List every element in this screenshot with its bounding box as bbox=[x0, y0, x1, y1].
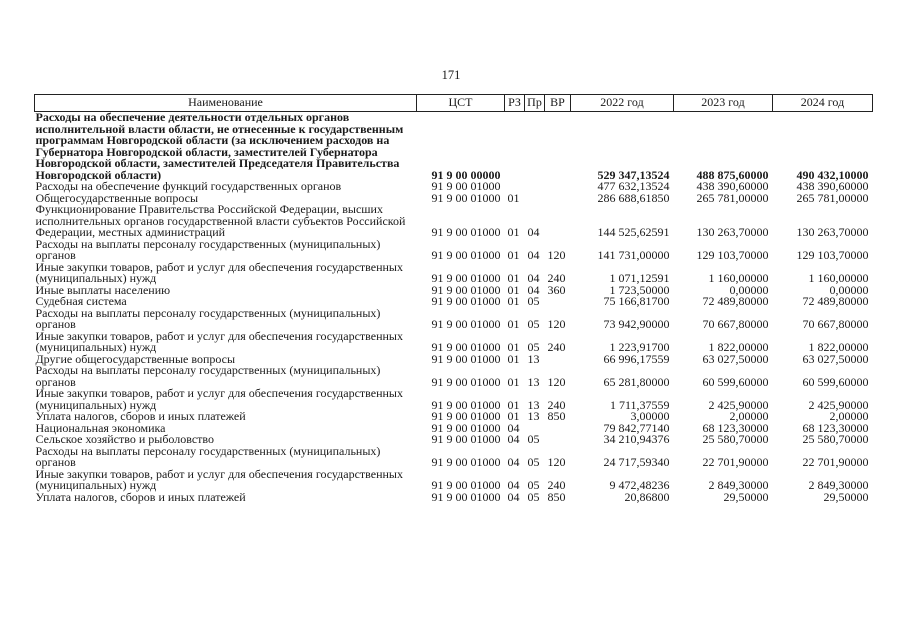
row-name: Иные закупки товаров, работ и услуг для обеспечения государственных (муниципальных) нужд bbox=[35, 386, 403, 412]
row-rz: 01 bbox=[507, 409, 520, 423]
row-rz: 04 bbox=[507, 478, 520, 492]
row-vr bbox=[545, 434, 571, 446]
row-pr: 05 bbox=[527, 340, 540, 354]
row-pr: 05 bbox=[527, 455, 540, 469]
row-value-2023: 22 701,90000 bbox=[702, 455, 769, 469]
row-value-2024: 265 781,00000 bbox=[796, 190, 869, 205]
table-row bbox=[35, 331, 873, 354]
row-vr: 120 bbox=[547, 317, 566, 331]
row-value-2024: 22 701,90000 bbox=[802, 455, 869, 469]
table-row bbox=[35, 446, 873, 469]
row-rz: 01 bbox=[507, 282, 520, 297]
row-pr: 05 bbox=[527, 432, 540, 446]
table-row bbox=[35, 112, 873, 182]
row-cst: 91 9 00 01000 bbox=[431, 351, 501, 366]
row-cst: 91 9 00 01000 bbox=[431, 271, 501, 285]
row-rz: 01 bbox=[507, 190, 520, 205]
row-pr bbox=[525, 181, 545, 193]
row-cst: 91 9 00 01000 bbox=[431, 317, 501, 331]
row-value-2022: 141 731,00000 bbox=[597, 248, 670, 262]
header-name: Наименование bbox=[35, 95, 417, 112]
row-value-2023: 2 425,90000 bbox=[708, 397, 769, 412]
row-value-2023: 60 599,60000 bbox=[702, 374, 769, 389]
row-name: Иные закупки товаров, работ и услуг для обеспечения государственных (муниципальных) нужд bbox=[35, 466, 403, 492]
header-vr: ВР bbox=[545, 95, 571, 112]
row-value-2023: 63 027,50000 bbox=[702, 351, 769, 366]
row-cst: 91 9 00 01000 bbox=[431, 489, 501, 504]
header-year-2024: 2024 год bbox=[773, 95, 873, 112]
row-vr bbox=[545, 112, 571, 182]
row-cst: 91 9 00 01000 bbox=[431, 409, 501, 423]
row-vr: 240 bbox=[547, 340, 566, 354]
row-vr: 850 bbox=[547, 409, 566, 423]
row-value-2022: 79 842,77140 bbox=[603, 420, 670, 435]
row-value-2022: 1 723,50000 bbox=[609, 282, 670, 297]
page-number: 171 bbox=[441, 68, 461, 82]
row-cst: 91 9 00 01000 bbox=[431, 340, 501, 354]
row-rz: 01 bbox=[507, 374, 520, 389]
row-value-2024: 1 160,00000 bbox=[808, 271, 869, 285]
row-vr: 120 bbox=[547, 455, 566, 469]
row-vr: 240 bbox=[547, 478, 566, 492]
row-value-2022: 1 223,91700 bbox=[609, 340, 670, 354]
row-value-2023: 72 489,80000 bbox=[702, 294, 769, 308]
row-value-2024: 2 849,30000 bbox=[808, 478, 869, 492]
row-value-2023: 68 123,30000 bbox=[702, 420, 769, 435]
row-value-2022: 1 071,12591 bbox=[609, 271, 670, 285]
row-pr: 13 bbox=[527, 409, 540, 423]
row-value-2023: 70 667,80000 bbox=[702, 317, 769, 331]
row-value-2022: 24 717,59340 bbox=[603, 455, 670, 469]
row-value-2024: 438 390,60000 bbox=[796, 179, 869, 193]
row-vr: 240 bbox=[547, 271, 566, 285]
table-row bbox=[35, 239, 873, 262]
row-name: Уплата налогов, сборов и иных платежей bbox=[35, 489, 246, 504]
row-name: Судебная система bbox=[35, 294, 127, 308]
header-year-2022: 2022 год bbox=[571, 95, 674, 112]
row-cst: 91 9 00 01000 bbox=[431, 397, 501, 412]
row-pr: 04 bbox=[527, 282, 540, 297]
row-cst: 91 9 00 01000 bbox=[431, 478, 501, 492]
row-value-2022: 34 210,94376 bbox=[603, 432, 670, 446]
row-name: Общегосударственные вопросы bbox=[35, 190, 199, 205]
row-value-2024: 29,50000 bbox=[823, 489, 869, 504]
row-cst: 91 9 00 01000 bbox=[431, 282, 501, 297]
row-pr: 05 bbox=[527, 478, 540, 492]
row-vr bbox=[545, 296, 571, 308]
row-name: Расходы на выплаты персоналу государственных (муниципальных) органов bbox=[35, 443, 381, 469]
row-cst: 91 9 00 01000 bbox=[431, 374, 501, 389]
row-rz: 01 bbox=[507, 317, 520, 331]
header-rz: РЗ bbox=[505, 95, 525, 112]
table-row bbox=[35, 308, 873, 331]
row-rz: 01 bbox=[507, 248, 520, 262]
row-pr: 13 bbox=[527, 397, 540, 412]
row-pr: 05 bbox=[527, 294, 540, 308]
row-rz: 04 bbox=[507, 420, 520, 435]
table-row bbox=[35, 388, 873, 411]
row-value-2023: 130 263,70000 bbox=[696, 225, 769, 239]
row-value-2022: 3,00000 bbox=[630, 409, 670, 423]
row-value-2024: 129 103,70000 bbox=[796, 248, 869, 262]
row-value-2024: 2 425,90000 bbox=[808, 397, 869, 412]
row-name: Расходы на обеспечение деятельности отдельных органов исполнительной власти области, не отнесенные к государственным программам Новгородской области (за исключением расходов на Губернатора Новгородской области, заместителей Губернатора Новгородской области, заместителей Председателя Правительства Новгородской области) bbox=[35, 110, 404, 182]
row-pr bbox=[525, 193, 545, 205]
row-name: Иные закупки товаров, работ и услуг для обеспечения государственных (муниципальных) нужд bbox=[35, 259, 403, 285]
row-value-2023: 25 580,70000 bbox=[702, 432, 769, 446]
row-value-2024: 63 027,50000 bbox=[802, 351, 869, 366]
row-value-2022: 286 688,61850 bbox=[597, 190, 670, 205]
header-row bbox=[35, 95, 873, 112]
row-rz: 04 bbox=[507, 455, 520, 469]
row-value-2024: 490 432,10000 bbox=[796, 167, 869, 182]
budget-table bbox=[34, 94, 873, 503]
row-pr: 04 bbox=[527, 225, 540, 239]
row-pr bbox=[525, 112, 545, 182]
row-cst: 91 9 00 01000 bbox=[431, 190, 501, 205]
row-cst: 91 9 00 01000 bbox=[431, 294, 501, 308]
row-vr bbox=[545, 193, 571, 205]
row-pr: 05 bbox=[527, 317, 540, 331]
row-value-2022: 477 632,13524 bbox=[597, 179, 670, 193]
row-vr: 360 bbox=[547, 282, 566, 297]
row-value-2024: 72 489,80000 bbox=[802, 294, 869, 308]
row-name: Расходы на выплаты персоналу государственных (муниципальных) органов bbox=[35, 236, 381, 262]
row-cst: 91 9 00 01000 bbox=[431, 420, 501, 435]
header-pr: Пр bbox=[525, 95, 545, 112]
row-value-2024: 70 667,80000 bbox=[802, 317, 869, 331]
row-name: Иные закупки товаров, работ и услуг для обеспечения государственных (муниципальных) нужд bbox=[35, 328, 403, 354]
row-value-2024: 68 123,30000 bbox=[802, 420, 869, 435]
row-value-2022: 9 472,48236 bbox=[609, 478, 670, 492]
row-rz: 01 bbox=[507, 351, 520, 366]
row-pr: 04 bbox=[527, 248, 540, 262]
table-row bbox=[35, 204, 873, 239]
row-rz: 04 bbox=[507, 432, 520, 446]
table-header bbox=[35, 95, 873, 112]
row-value-2022: 529 347,13524 bbox=[597, 167, 670, 182]
row-value-2024: 2,00000 bbox=[829, 409, 869, 423]
row-value-2023: 265 781,00000 bbox=[696, 190, 769, 205]
row-pr: 05 bbox=[527, 489, 540, 504]
row-value-2023: 29,50000 bbox=[723, 489, 769, 504]
row-pr: 13 bbox=[527, 374, 540, 389]
row-name: Другие общегосударственные вопросы bbox=[35, 351, 236, 366]
row-value-2023: 438 390,60000 bbox=[696, 179, 769, 193]
row-name: Уплата налогов, сборов и иных платежей bbox=[35, 409, 246, 423]
row-cst: 91 9 00 01000 bbox=[431, 248, 501, 262]
row-cst: 91 9 00 01000 bbox=[431, 432, 501, 446]
row-cst: 91 9 00 01000 bbox=[431, 225, 501, 239]
row-name: Функционирование Правительства Российской Федерации, высших исполнительных органов государственной власти субъектов Российской Федерации, местных администраций bbox=[35, 202, 406, 239]
row-name: Расходы на обеспечение функций государственных органов bbox=[35, 179, 342, 193]
row-rz: 04 bbox=[507, 489, 520, 504]
row-value-2024: 1 822,00000 bbox=[808, 340, 869, 354]
row-value-2024: 130 263,70000 bbox=[796, 225, 869, 239]
row-name: Расходы на выплаты персоналу государственных (муниципальных) органов bbox=[35, 363, 381, 389]
row-vr bbox=[545, 181, 571, 193]
row-pr: 13 bbox=[527, 351, 540, 366]
row-rz bbox=[505, 112, 525, 182]
row-vr: 240 bbox=[547, 397, 566, 412]
row-rz: 01 bbox=[507, 340, 520, 354]
header-year-2023: 2023 год bbox=[674, 95, 773, 112]
row-pr: 04 bbox=[527, 271, 540, 285]
row-value-2022: 1 711,37559 bbox=[609, 397, 670, 412]
row-cst: 91 9 00 01000 bbox=[431, 455, 501, 469]
row-name: Сельское хозяйство и рыболовство bbox=[35, 432, 215, 446]
row-value-2022: 73 942,90000 bbox=[603, 317, 670, 331]
row-rz: 01 bbox=[507, 271, 520, 285]
row-value-2024: 60 599,60000 bbox=[802, 374, 869, 389]
row-value-2024: 25 580,70000 bbox=[802, 432, 869, 446]
row-vr: 850 bbox=[547, 489, 566, 504]
row-vr bbox=[545, 423, 571, 435]
row-value-2023: 1 160,00000 bbox=[708, 271, 769, 285]
table-row bbox=[35, 262, 873, 285]
row-vr: 120 bbox=[547, 248, 566, 262]
row-cst: 91 9 00 01000 bbox=[431, 179, 501, 193]
row-value-2023: 2,00000 bbox=[729, 409, 769, 423]
table-row bbox=[35, 365, 873, 388]
row-name: Иные выплаты населению bbox=[35, 282, 171, 297]
row-name: Расходы на выплаты персоналу государственных (муниципальных) органов bbox=[35, 305, 381, 331]
row-value-2022: 66 996,17559 bbox=[603, 351, 670, 366]
row-value-2022: 65 281,80000 bbox=[603, 374, 670, 389]
table-row bbox=[35, 469, 873, 492]
row-value-2023: 1 822,00000 bbox=[708, 340, 769, 354]
row-value-2022: 20,86800 bbox=[624, 489, 670, 504]
row-value-2022: 75 166,81700 bbox=[603, 294, 670, 308]
table-row bbox=[35, 492, 873, 504]
row-value-2023: 129 103,70000 bbox=[696, 248, 769, 262]
row-cst: 91 9 00 00000 bbox=[431, 167, 501, 182]
row-value-2023: 0,00000 bbox=[729, 282, 769, 297]
row-value-2022: 144 525,62591 bbox=[597, 225, 670, 239]
row-rz: 01 bbox=[507, 397, 520, 412]
row-rz: 01 bbox=[507, 225, 520, 239]
header-cst: ЦСТ bbox=[417, 95, 505, 112]
row-vr: 120 bbox=[547, 374, 566, 389]
row-value-2024: 0,00000 bbox=[829, 282, 869, 297]
row-value-2023: 488 875,60000 bbox=[696, 167, 769, 182]
row-name: Национальная экономика bbox=[35, 420, 166, 435]
row-value-2023: 2 849,30000 bbox=[708, 478, 769, 492]
row-vr bbox=[545, 354, 571, 366]
row-rz: 01 bbox=[507, 294, 520, 308]
table-body bbox=[35, 112, 873, 504]
row-vr bbox=[545, 204, 571, 239]
